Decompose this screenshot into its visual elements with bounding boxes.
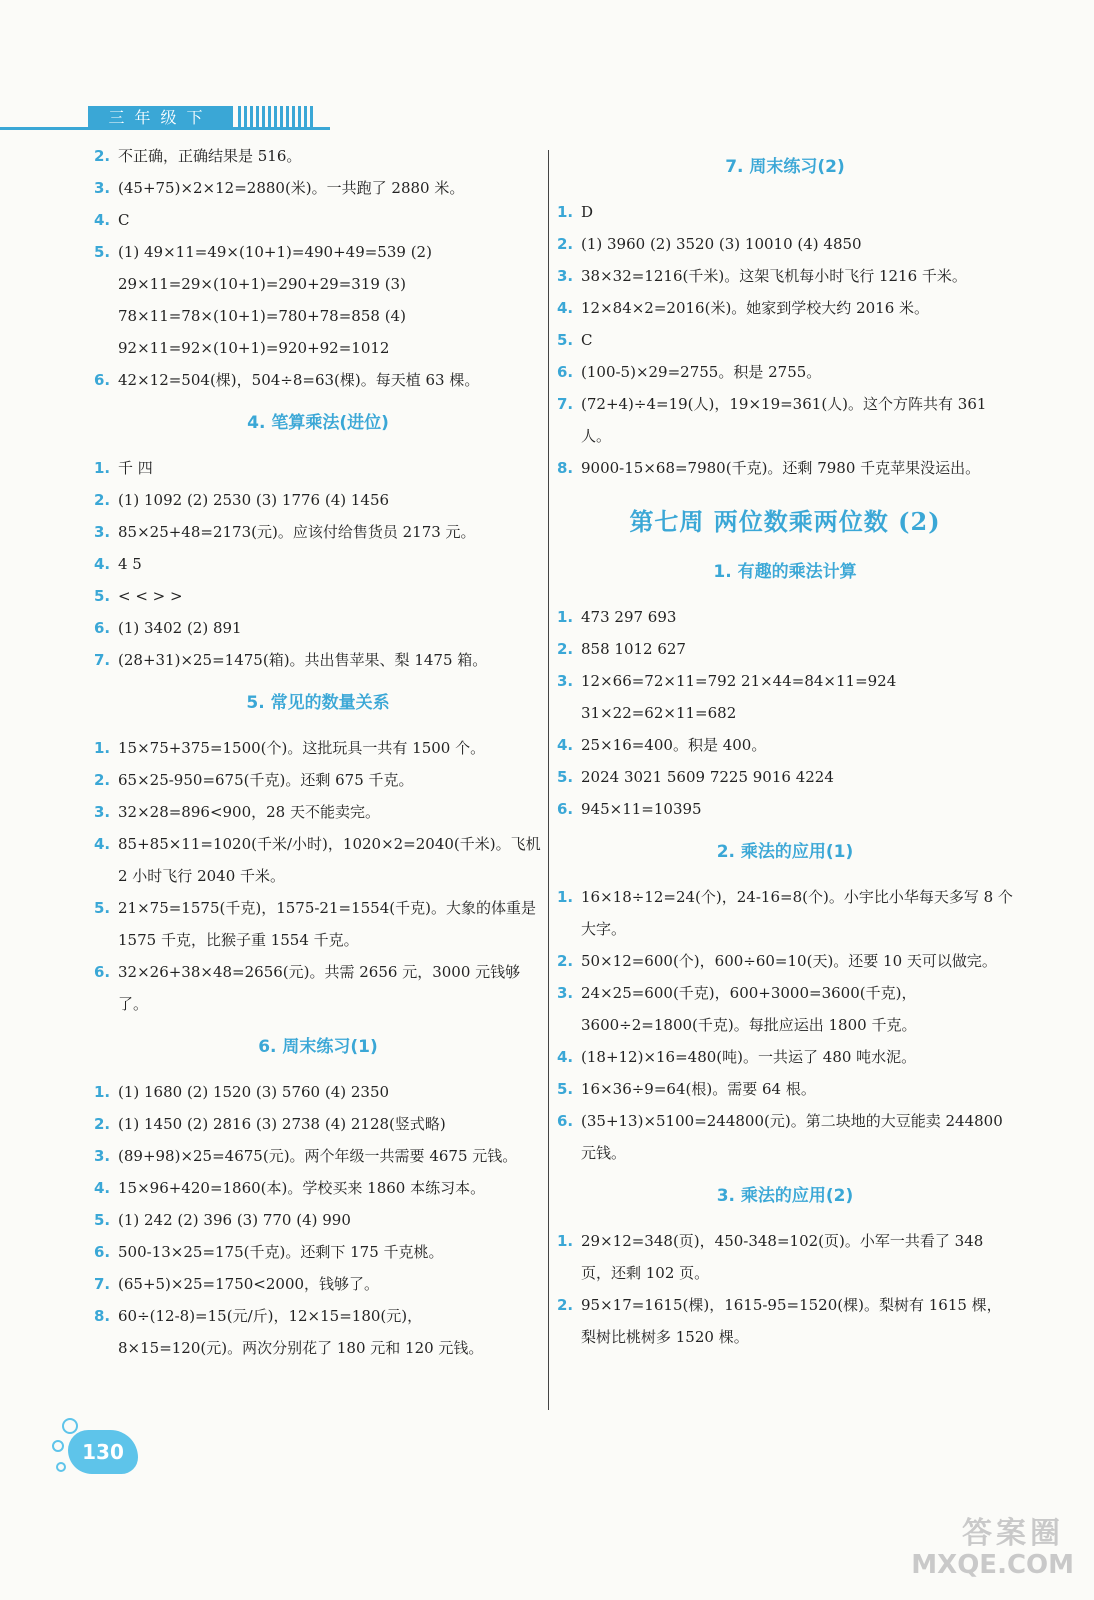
item-text: (65+5)×25=1750<2000，钱够了。 xyxy=(118,1275,380,1293)
item-number: 7. xyxy=(94,651,111,669)
answer-item xyxy=(92,764,544,796)
item-number: 3. xyxy=(94,179,111,197)
item-text: D xyxy=(581,203,594,221)
item-text: 25×16=400。积是 400。 xyxy=(581,736,767,754)
item-text: 15×75+375=1500(个)。这批玩具一共有 1500 个。 xyxy=(118,739,486,757)
answer-item xyxy=(92,644,544,676)
item-text: (18+12)×16=480(吨)。一共运了 480 吨水泥。 xyxy=(581,1048,917,1066)
column-divider xyxy=(548,150,549,1410)
item-number: 6. xyxy=(94,1243,111,1261)
item-number: 2. xyxy=(557,235,574,253)
item-text: C xyxy=(118,211,130,229)
item-number: 5. xyxy=(557,768,574,786)
item-text: 65×25-950=675(千克)。还剩 675 千克。 xyxy=(118,771,414,789)
item-text: 95×17=1615(棵)，1615-95=1520(棵)。梨树有 1615 棵，梨树比桃树多 1520 棵。 xyxy=(581,1296,1002,1346)
item-number: 1. xyxy=(94,459,111,477)
item-text: 12×66=72×11=792 21×44=84×11=924 31×22=62×11=682 xyxy=(581,672,897,722)
item-number: 6. xyxy=(557,363,574,381)
item-number: 1. xyxy=(94,1083,111,1101)
item-text: 50×12=600(个)，600÷60=10(天)。还要 10 天可以做完。 xyxy=(581,952,997,970)
item-number: 4. xyxy=(94,835,111,853)
grade-banner: 三年级下 xyxy=(88,106,233,130)
item-text: (28+31)×25=1475(箱)。共出售苹果、梨 1475 箱。 xyxy=(118,651,488,669)
answer-item xyxy=(92,828,544,892)
section-title: 3. 乘法的应用(2) xyxy=(716,1186,854,1206)
item-text: (1) 1680 (2) 1520 (3) 5760 (4) 2350 xyxy=(118,1083,390,1101)
item-number: 6. xyxy=(557,1112,574,1130)
item-text: (1) 1092 (2) 2530 (3) 1776 (4) 1456 xyxy=(118,491,390,509)
item-text: (35+13)×5100=244800(元)。第二块地的大豆能卖 244800 元钱。 xyxy=(581,1112,1003,1162)
item-number: 5. xyxy=(94,243,111,261)
item-number: 1. xyxy=(94,739,111,757)
item-text: (1) 3960 (2) 3520 (3) 10010 (4) 4850 xyxy=(581,235,862,253)
item-number: 3. xyxy=(94,1147,111,1165)
answer-item xyxy=(92,892,544,956)
bubble-decoration xyxy=(56,1462,66,1472)
answer-item xyxy=(92,516,544,548)
answer-item xyxy=(92,612,544,644)
item-number: 2. xyxy=(94,1115,111,1133)
item-text: (1) 49×11=49×(10+1)=490+49=539 (2) 29×11=29×(10+1)=290+29=319 (3) 78×11=78×(10+1)=780+78=858 (4) 92×11=92×(10+1)=920+92=1012 xyxy=(118,243,432,357)
answer-item xyxy=(555,793,1015,825)
item-text: (100-5)×29=2755。积是 2755。 xyxy=(581,363,822,381)
item-text: 60÷(12-8)=15(元/斤)，12×15=180(元)，8×15=120(元)。两次分别花了 180 元和 120 元钱。 xyxy=(118,1307,484,1357)
answer-item xyxy=(92,956,544,1020)
item-text: 千 四 xyxy=(118,459,153,477)
watermark-logo: 答案圈 xyxy=(962,1516,1064,1551)
item-text: 42×12=504(棵)，504÷8=63(棵)。每天植 63 棵。 xyxy=(118,371,480,389)
item-number: 2. xyxy=(94,771,111,789)
item-text: 38×32=1216(千米)。这架飞机每小时飞行 1216 千米。 xyxy=(581,267,967,285)
item-number: 1. xyxy=(557,1232,574,1250)
item-number: 8. xyxy=(557,459,574,477)
item-number: 5. xyxy=(94,587,111,605)
answer-item xyxy=(92,1204,544,1236)
item-number: 4. xyxy=(94,211,111,229)
answer-item xyxy=(92,452,544,484)
item-number: 3. xyxy=(557,672,574,690)
item-number: 7. xyxy=(94,1275,111,1293)
item-number: 6. xyxy=(94,963,111,981)
item-number: 6. xyxy=(557,800,574,818)
item-text: 85×25+48=2173(元)。应该付给售货员 2173 元。 xyxy=(118,523,476,541)
answer-item xyxy=(555,388,1015,452)
answer-item xyxy=(92,1268,544,1300)
answer-item xyxy=(92,1076,544,1108)
item-number: 3. xyxy=(557,267,574,285)
item-number: 5. xyxy=(557,331,574,349)
left-column xyxy=(92,140,544,1364)
answer-item xyxy=(555,1225,1015,1289)
watermark-url: MXQE.COM xyxy=(911,1550,1074,1580)
answer-item xyxy=(92,204,544,236)
item-text: 15×96+420=1860(本)。学校买来 1860 本练习本。 xyxy=(118,1179,486,1197)
answer-item xyxy=(92,1172,544,1204)
item-number: 5. xyxy=(94,1211,111,1229)
item-text: 不正确，正确结果是 516。 xyxy=(118,147,302,165)
answer-item xyxy=(555,881,1015,945)
bubble-decoration xyxy=(62,1418,78,1434)
answer-item xyxy=(555,356,1015,388)
answer-item xyxy=(92,1140,544,1172)
answer-item xyxy=(555,292,1015,324)
section-title: 6. 周末练习(1) xyxy=(258,1037,378,1057)
item-number: 4. xyxy=(557,736,574,754)
section-title: 4. 笔算乘法(进位) xyxy=(247,413,389,433)
item-number: 5. xyxy=(94,899,111,917)
item-number: 6. xyxy=(94,371,111,389)
item-number: 4. xyxy=(557,299,574,317)
item-number: 4. xyxy=(94,1179,111,1197)
item-text: C xyxy=(581,331,593,349)
item-text: (45+75)×2×12=2880(米)。一共跑了 2880 米。 xyxy=(118,179,465,197)
answer-item xyxy=(555,729,1015,761)
section-title: 2. 乘法的应用(1) xyxy=(716,842,854,862)
item-number: 3. xyxy=(557,984,574,1002)
answer-item xyxy=(555,324,1015,356)
item-text: 16×36÷9=64(根)。需要 64 根。 xyxy=(581,1080,816,1098)
item-text: 12×84×2=2016(米)。她家到学校大约 2016 米。 xyxy=(581,299,930,317)
bubble-decoration xyxy=(52,1440,64,1452)
answer-item xyxy=(555,196,1015,228)
item-text: 32×28=896<900，28 天不能卖完。 xyxy=(118,803,380,821)
answer-item xyxy=(555,228,1015,260)
item-number: 2. xyxy=(94,147,111,165)
section-title: 7. 周末练习(2) xyxy=(725,157,845,177)
item-text: 858 1012 627 xyxy=(581,640,686,658)
answer-item xyxy=(92,796,544,828)
item-number: 4. xyxy=(94,555,111,573)
item-number: 5. xyxy=(557,1080,574,1098)
item-text: 4 5 xyxy=(118,555,142,573)
answer-item xyxy=(555,452,1015,484)
item-text: 32×26+38×48=2656(元)。共需 2656 元，3000 元钱够了。 xyxy=(118,963,521,1013)
item-text: 500-13×25=175(千克)。还剩下 175 千克桃。 xyxy=(118,1243,444,1261)
item-text: 21×75=1575(千克)，1575-21=1554(千克)。大象的体重是 1575 千克，比猴子重 1554 千克。 xyxy=(118,899,536,949)
answer-item xyxy=(92,732,544,764)
item-number: 7. xyxy=(557,395,574,413)
answer-item xyxy=(92,364,544,396)
item-number: 1. xyxy=(557,888,574,906)
item-number: 1. xyxy=(557,203,574,221)
answer-item xyxy=(92,1236,544,1268)
answer-item xyxy=(92,140,544,172)
item-text: (1) 242 (2) 396 (3) 770 (4) 990 xyxy=(118,1211,351,1229)
answer-item xyxy=(92,1108,544,1140)
item-text: 16×18÷12=24(个)，24-16=8(个)。小宇比小华每天多写 8 个大字。 xyxy=(581,888,1013,938)
item-text: 9000-15×68=7980(千克)。还剩 7980 千克苹果没运出。 xyxy=(581,459,981,477)
answer-item xyxy=(92,172,544,204)
item-text: 2024 3021 5609 7225 9016 4224 xyxy=(581,768,834,786)
answer-item xyxy=(555,601,1015,633)
item-text: 24×25=600(千克)，600+3000=3600(千克)，3600÷2=1800(千克)。每批应运出 1800 千克。 xyxy=(581,984,917,1034)
section-title: 5. 常见的数量关系 xyxy=(246,693,390,713)
answer-item xyxy=(555,1105,1015,1169)
answer-item xyxy=(555,633,1015,665)
item-text: (89+98)×25=4675(元)。两个年级一共需要 4675 元钱。 xyxy=(118,1147,518,1165)
answer-item xyxy=(555,977,1015,1041)
item-number: 6. xyxy=(94,619,111,637)
week-title: 第七周 两位数乘两位数 (2) xyxy=(629,507,941,536)
answer-item xyxy=(555,945,1015,977)
answer-item xyxy=(555,1041,1015,1073)
page-number: 130 xyxy=(68,1430,138,1474)
section-title: 1. 有趣的乘法计算 xyxy=(713,562,857,582)
answer-item xyxy=(555,260,1015,292)
answer-item xyxy=(555,1073,1015,1105)
item-number: 3. xyxy=(94,523,111,541)
item-number: 4. xyxy=(557,1048,574,1066)
answer-item xyxy=(555,665,1015,729)
item-number: 2. xyxy=(557,952,574,970)
answer-item xyxy=(92,580,544,612)
header-stripes xyxy=(238,106,313,130)
item-number: 1. xyxy=(557,608,574,626)
answer-item xyxy=(92,484,544,516)
item-number: 2. xyxy=(94,491,111,509)
item-text: 945×11=10395 xyxy=(581,800,702,818)
answer-item xyxy=(92,1300,544,1364)
answer-item xyxy=(92,236,544,364)
item-number: 3. xyxy=(94,803,111,821)
answer-item xyxy=(92,548,544,580)
item-text: (1) 3402 (2) 891 xyxy=(118,619,242,637)
item-text: 85+85×11=1020(千米/小时)，1020×2=2040(千米)。飞机 2 小时飞行 2040 千米。 xyxy=(118,835,541,885)
item-number: 8. xyxy=(94,1307,111,1325)
item-text: < < > > xyxy=(118,587,183,605)
answer-item xyxy=(555,1289,1015,1353)
item-text: (72+4)÷4=19(人)，19×19=361(人)。这个方阵共有 361 人。 xyxy=(581,395,987,445)
item-text: (1) 1450 (2) 2816 (3) 2738 (4) 2128(竖式略) xyxy=(118,1115,446,1133)
item-number: 2. xyxy=(557,1296,574,1314)
answer-item xyxy=(555,761,1015,793)
item-text: 29×12=348(页)，450-348=102(页)。小军一共看了 348 页，还剩 102 页。 xyxy=(581,1232,984,1282)
item-number: 2. xyxy=(557,640,574,658)
right-column xyxy=(555,140,1015,1353)
item-text: 473 297 693 xyxy=(581,608,677,626)
